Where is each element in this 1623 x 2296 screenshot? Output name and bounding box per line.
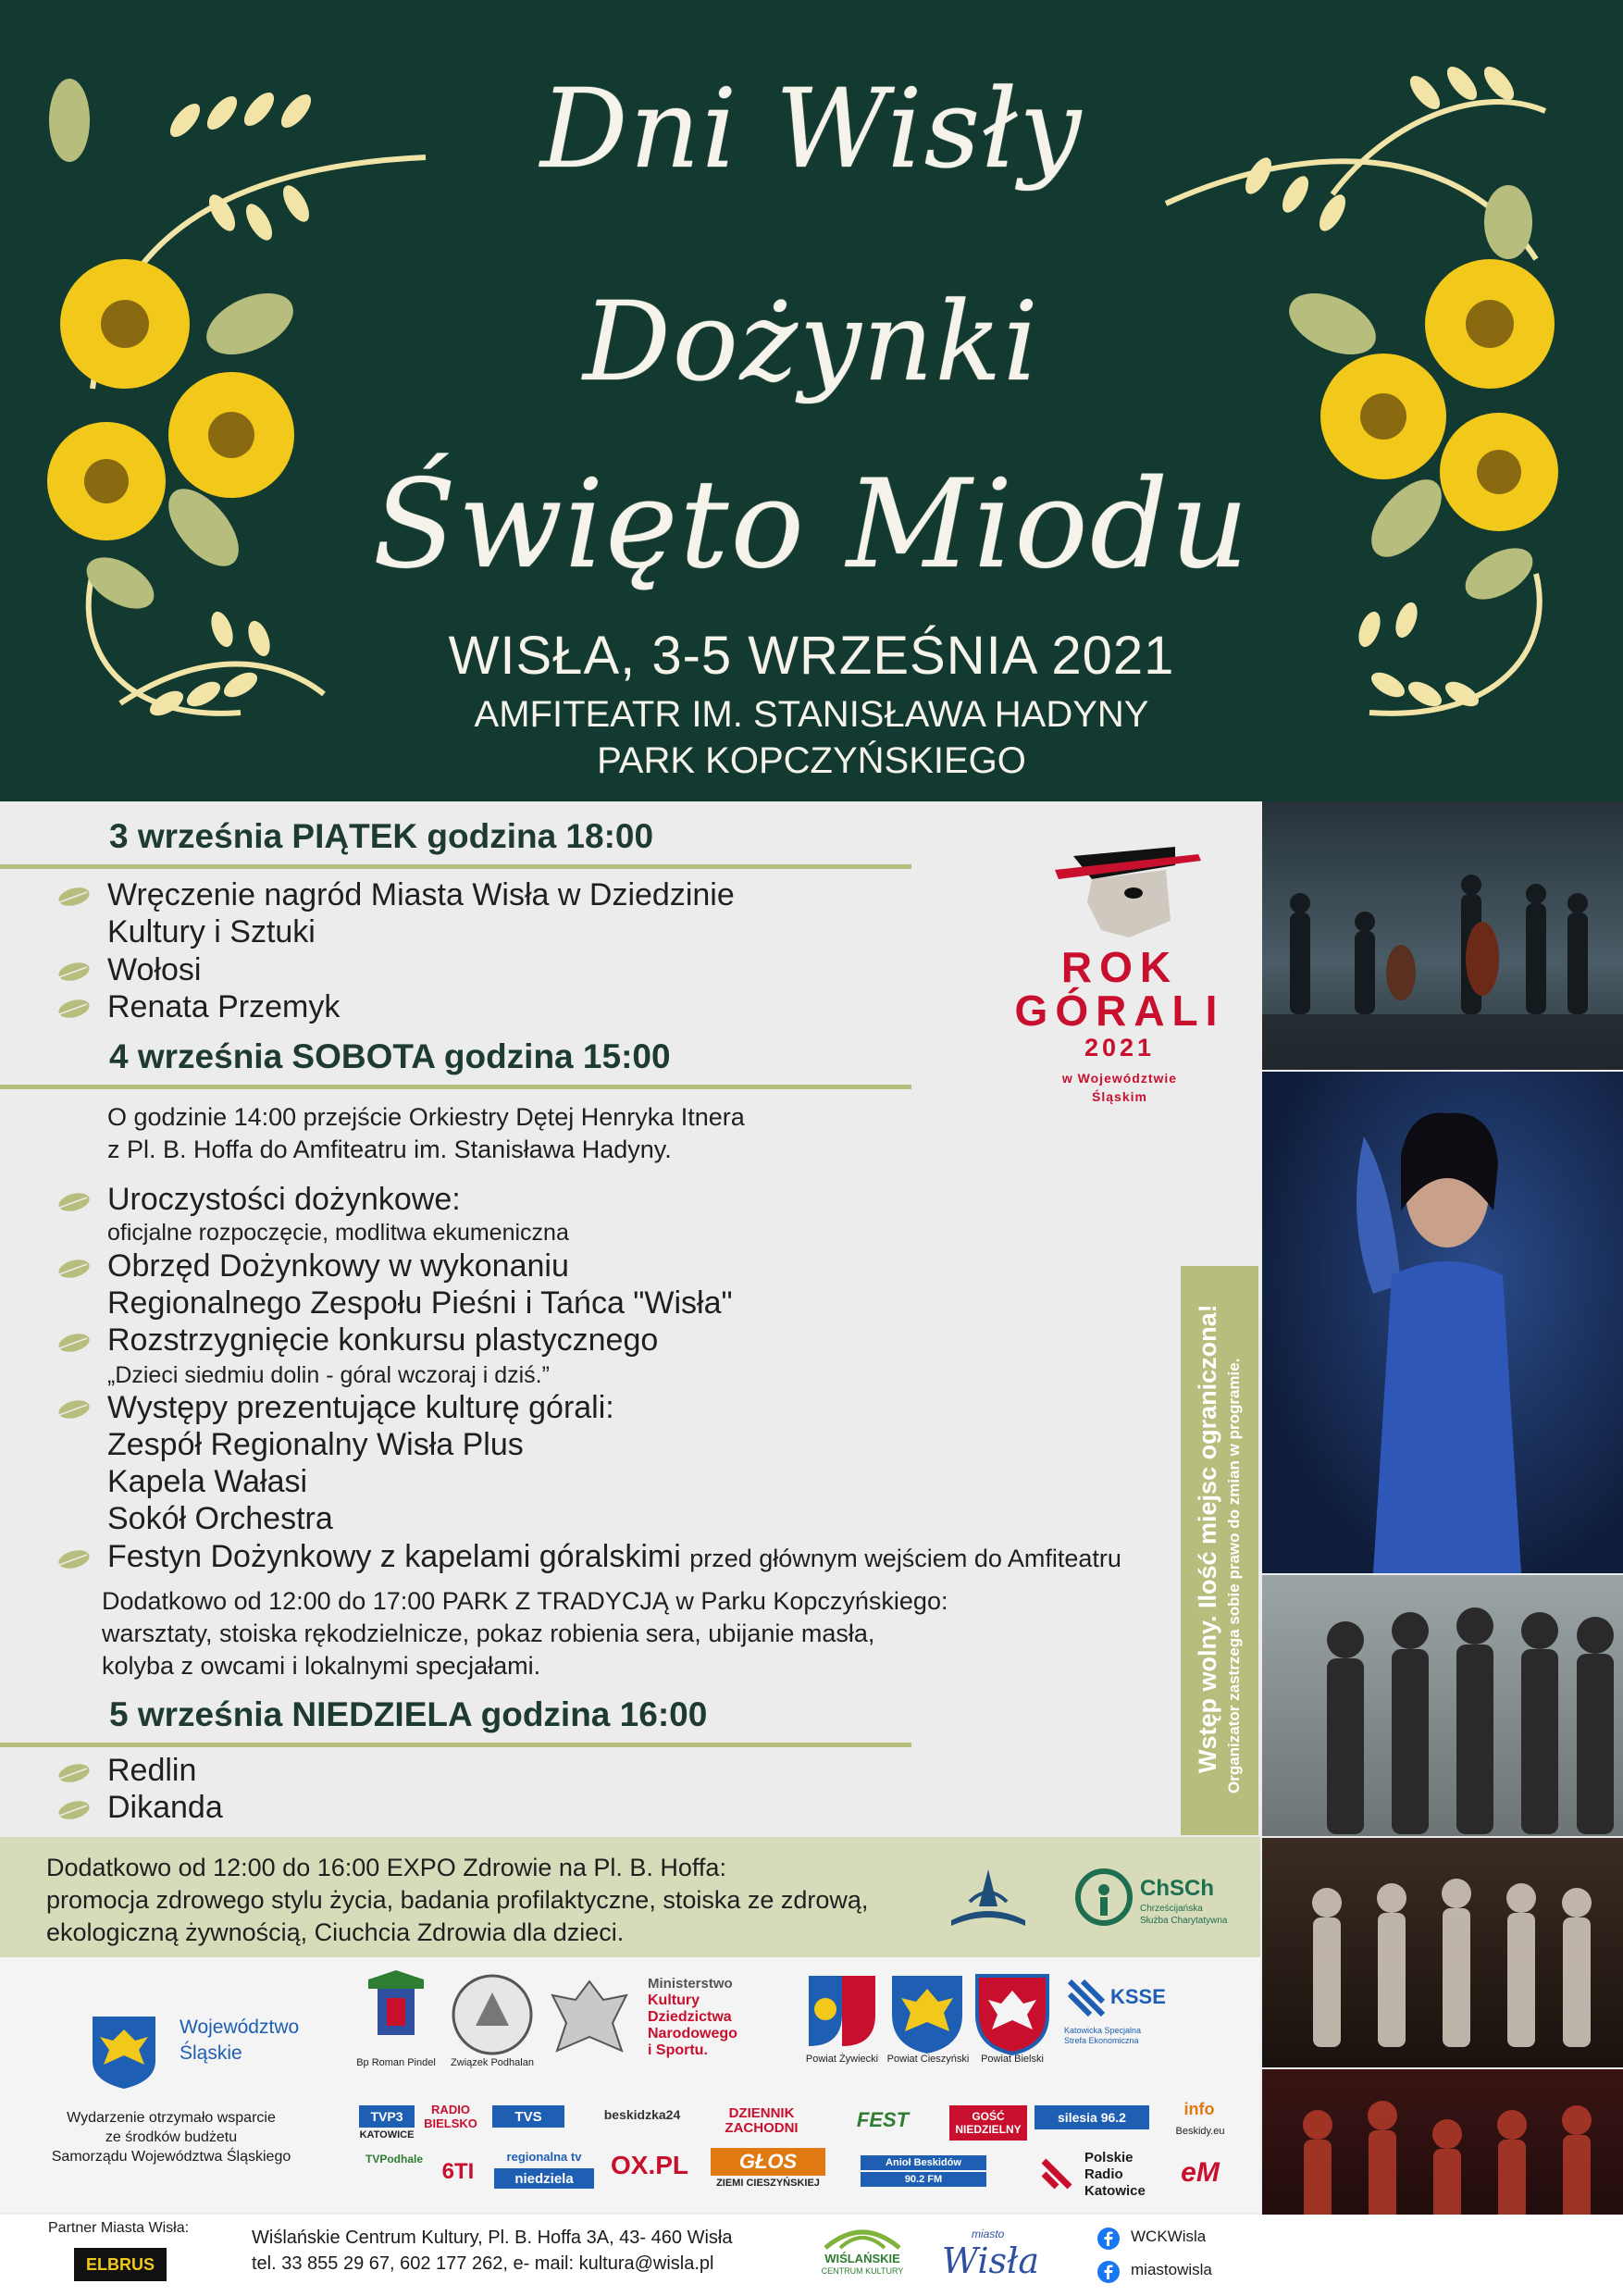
title-swieto-miodu: Święto Miodu	[372, 453, 1251, 596]
wojewodztwo-label1: Województwo	[180, 2017, 300, 2038]
powiat-bielski-icon	[973, 1972, 1051, 2055]
elbrus-logo: ELBRUS	[74, 2248, 167, 2281]
support-line1: Wydarzenie otrzymało wsparcie	[67, 2110, 276, 2126]
ministry-line3: Dziedzictwa	[648, 2009, 732, 2025]
wojewodztwo-label2: Śląskie	[180, 2042, 242, 2064]
chsch-sub2: Służba Charytatywna	[1140, 1916, 1228, 1926]
media-tvpodhale: TVPodhale	[365, 2153, 423, 2166]
media-tvs: TVS	[492, 2105, 564, 2128]
footer-address: Wiślańskie Centrum Kultury, Pl. B. Hoffa 3A, 43- 460 Wisła	[252, 2228, 733, 2248]
media-aniol-beskidow: Anioł Beskidów	[861, 2155, 986, 2170]
leaf-bullet-icon	[56, 998, 91, 1020]
ksse-sub: Katowicka Specjalna Strefa Ekonomiczna	[1064, 2026, 1142, 2045]
cap-bishop: Bp Roman Pindel	[356, 2057, 436, 2068]
wck-logo-icon	[818, 2222, 907, 2250]
bishop-coat-of-arms-icon	[359, 1970, 433, 2063]
media-radio-bielsko: RADIO BIELSKO	[424, 2105, 477, 2128]
zwiazek-podhalan-icon	[448, 1970, 537, 2059]
day1-item-nagrody: Wręczenie nagród Miasta Wisła w Dziedzinie	[107, 877, 735, 912]
day2-intro-line2: z Pl. B. Hoffa do Amfiteatru im. Stanisława Hadyny.	[107, 1136, 672, 1163]
leaf-bullet-icon	[56, 1762, 91, 1784]
event-date: WISŁA, 3-5 WRZEŚNIA 2021	[448, 626, 1175, 686]
facebook-icon	[1097, 2261, 1120, 2283]
day1-item-przemyk: Renata Przemyk	[107, 989, 341, 1024]
support-line2: ze środków budżetu	[105, 2129, 238, 2145]
chsch-sub1: Chrześcijańska	[1140, 1904, 1203, 1914]
ministry-line4: Narodowego	[648, 2026, 737, 2042]
leaf-bullet-icon	[56, 1332, 91, 1354]
gorali-label: GÓRALI	[1014, 987, 1225, 1035]
adventist-church-icon	[942, 1865, 1035, 1939]
leaf-bullet-icon	[56, 886, 91, 908]
day2-intro-line1: O godzinie 14:00 przejście Orkiestry Dętej Henryka Itnera	[107, 1103, 745, 1131]
media-ox: OX.PL	[610, 2151, 688, 2179]
media-beskidzka24: beskidzka24	[603, 2107, 681, 2122]
fb-miasto-link[interactable]: miastowisla	[1131, 2261, 1212, 2278]
media-silesia: silesia 96.2	[1035, 2105, 1149, 2129]
title-dozynki: Dożynki	[583, 278, 1040, 405]
photo-renata-przemyk	[1262, 1072, 1623, 1573]
media-aniol-fm: 90.2 FM	[861, 2172, 986, 2187]
wck-label1: WIŚLAŃSKIE	[824, 2252, 900, 2265]
powiat-zywiecki-icon	[805, 1972, 879, 2055]
day1-divider	[0, 864, 911, 869]
stage-band-icon	[1262, 1838, 1623, 2067]
partner-label: Partner Miasta Wisła:	[48, 2220, 190, 2236]
day2-extra-line1: Dodatkowo od 12:00 do 17:00 PARK Z TRADYCJĄ w Parku Kopczyńskiego:	[102, 1587, 948, 1615]
media-glos-sub: ZIEMI CIESZYŃSKIEJ	[716, 2178, 820, 2189]
media-polskie: Polskie	[1084, 2150, 1134, 2166]
miasto-wisla-logo: Wisła	[942, 2240, 1040, 2281]
day2-item-wystepy: Występy prezentujące kulturę górali:	[107, 1390, 614, 1425]
venue-amfiteatr: AMFITEATR IM. STANISŁAWA HADYNY	[474, 694, 1149, 735]
cap-zwiazek: Związek Podhalan	[451, 2057, 534, 2068]
rok-region-line2: Śląskim	[1092, 1089, 1147, 1104]
day2-item-obrzed-cont: Regionalnego Zespołu Pieśni i Tańca "Wisła"	[107, 1285, 733, 1321]
ministry-line5: i Sportu.	[648, 2042, 708, 2058]
rok-label: ROK	[1060, 943, 1179, 991]
day3-item-dikanda: Dikanda	[107, 1790, 223, 1825]
media-niedziela: niedziela	[494, 2168, 594, 2189]
media-regionalna: regionalna tv	[506, 2149, 582, 2164]
day2-heading: 4 września SOBOTA godzina 15:00	[109, 1037, 671, 1075]
facebook-icon	[1097, 2228, 1120, 2250]
photo-wolosi	[1262, 801, 1623, 1070]
expo-line2: promocja zdrowego stylu życia, badania profilaktyczne, stoiska ze zdrową,	[46, 1886, 869, 1914]
gorale-head-icon	[1036, 828, 1203, 939]
free-entry-text: Wstęp wolny. Ilość miejsc ograniczona!	[1194, 1304, 1221, 1773]
media-glos: GŁOS	[711, 2148, 825, 2176]
media-radio: Radio	[1084, 2166, 1123, 2182]
festyn-label: Festyn Dożynkowy z kapelami góralskimi	[107, 1539, 681, 1574]
day2-item-uroczystosci-sub: oficjalne rozpoczęcie, modlitwa ekumeniczna	[107, 1220, 569, 1246]
rok-year: 2021	[1084, 1034, 1156, 1061]
footer	[0, 2215, 1623, 2296]
wck-label2: CENTRUM KULTURY	[821, 2266, 904, 2276]
rok-region-line1: w Województwie	[1061, 1071, 1178, 1086]
ksse-logo-icon	[1064, 1976, 1109, 2020]
ministry-line1: Ministerstwo	[648, 1976, 733, 1992]
ksse-label: KSSE	[1110, 1985, 1166, 2008]
media-beskidy: Beskidy.eu	[1175, 2126, 1225, 2137]
day2-extra-line2: warsztaty, stoiska rękodzielnicze, pokaz robienia sera, ubijanie masła,	[102, 1620, 875, 1647]
day2-item-konkurs: Rozstrzygnięcie konkursu plastycznego	[107, 1322, 659, 1358]
fb-wck-link[interactable]: WCKWisla	[1131, 2228, 1207, 2245]
media-dziennik-zachodni: DZIENNIK ZACHODNI	[725, 2105, 799, 2136]
rok-gorali-logo	[999, 828, 1240, 1115]
expo-zdrowie-band	[0, 1837, 1260, 1957]
day2-item-obrzed: Obrzęd Dożynkowy w wykonaniu	[107, 1248, 569, 1284]
day2-divider	[0, 1085, 911, 1089]
leaf-bullet-icon	[56, 1398, 91, 1421]
media-em: eM	[1181, 2157, 1220, 2188]
media-tvp3-sub: KATOWICE	[359, 2129, 415, 2141]
band-silhouettes-icon	[1262, 801, 1623, 1070]
header-banner	[0, 0, 1623, 801]
media-tvp3: TVP3	[359, 2105, 415, 2128]
photo-wisla-plus	[1262, 1575, 1623, 1836]
day2-item-sokol: Sokół Orchestra	[107, 1501, 333, 1536]
chsch-logo-icon	[1073, 1867, 1134, 1928]
leaf-bullet-icon	[56, 1191, 91, 1213]
media-katowice: Katowice	[1084, 2183, 1146, 2199]
chsch-label: ChSCh	[1140, 1876, 1214, 1901]
leaf-bullet-icon	[56, 961, 91, 983]
venue-park: PARK KOPCZYŃSKIEGO	[597, 740, 1026, 781]
group-silhouettes-icon	[1262, 1575, 1623, 1836]
program-change-note: Organizator zastrzega sobie prawo do zmian w programie.	[1225, 1358, 1243, 1793]
sponsors-section	[0, 1957, 1260, 2213]
media-gosc: GOŚĆ NIEDZIELNY	[949, 2105, 1027, 2141]
expo-line1: Dodatkowo od 12:00 do 16:00 EXPO Zdrowie na Pl. B. Hoffa:	[46, 1854, 726, 1881]
cap-cieszyn: Powiat Cieszyński	[886, 2054, 970, 2065]
footer-contact: tel. 33 855 29 67, 602 177 262, e- mail: kultura@wisla.pl	[252, 2253, 714, 2274]
day2-item-walasi: Kapela Wałasi	[107, 1464, 308, 1499]
day2-item-wisla-plus: Zespół Regionalny Wisła Plus	[107, 1427, 524, 1462]
day3-divider	[0, 1743, 911, 1747]
expo-line3: ekologiczną żywnością, Ciuchcia Zdrowia dla dzieci.	[46, 1918, 625, 1946]
day2-extra-line3: kolyba z owcami i lokalnymi specjałami.	[102, 1652, 541, 1680]
support-line3: Samorządu Województwa Śląskiego	[51, 2149, 291, 2165]
singer-silhouette-icon	[1262, 1072, 1623, 1573]
day3-heading: 5 września NIEDZIELA godzina 16:00	[109, 1695, 708, 1733]
leaf-bullet-icon	[56, 1799, 91, 1821]
day1-heading: 3 września PIĄTEK godzina 18:00	[109, 817, 654, 855]
powiat-cieszynski-icon	[888, 1972, 966, 2055]
festyn-location: przed głównym wejściem do Amfiteatru	[689, 1545, 1121, 1572]
day2-item-festyn	[107, 1539, 1121, 1575]
day1-item-wolosi: Wołosi	[107, 952, 202, 987]
cap-zywiec: Powiat Żywiecki	[805, 2054, 879, 2065]
title-dni-wisly: Dni Wisły	[539, 65, 1084, 192]
polish-eagle-icon	[548, 1972, 631, 2061]
day3-item-redlin: Redlin	[107, 1753, 197, 1788]
leaf-bullet-icon	[56, 1548, 91, 1570]
silesia-eagle-icon	[89, 2013, 159, 2091]
day2-item-uroczystosci: Uroczystości dożynkowe:	[107, 1182, 461, 1217]
photo-redlin	[1262, 1838, 1623, 2067]
day2-item-konkurs-sub: „Dzieci siedmiu dolin - góral wczoraj i dziś.”	[107, 1362, 550, 1388]
media-6ti: 6TI	[441, 2159, 475, 2184]
day1-item-nagrody-cont: Kultury i Sztuki	[107, 914, 316, 949]
ministry-line2: Kultury	[648, 1992, 700, 2008]
media-fest: FEST	[856, 2108, 910, 2131]
miasto-small: miasto	[972, 2228, 1005, 2240]
leaf-bullet-icon	[56, 1258, 91, 1280]
free-entry-banner	[1181, 1266, 1258, 1835]
media-info: info	[1183, 2099, 1215, 2118]
polskie-radio-icon	[1038, 2155, 1075, 2192]
cap-bielsko: Powiat Bielski	[981, 2054, 1044, 2065]
